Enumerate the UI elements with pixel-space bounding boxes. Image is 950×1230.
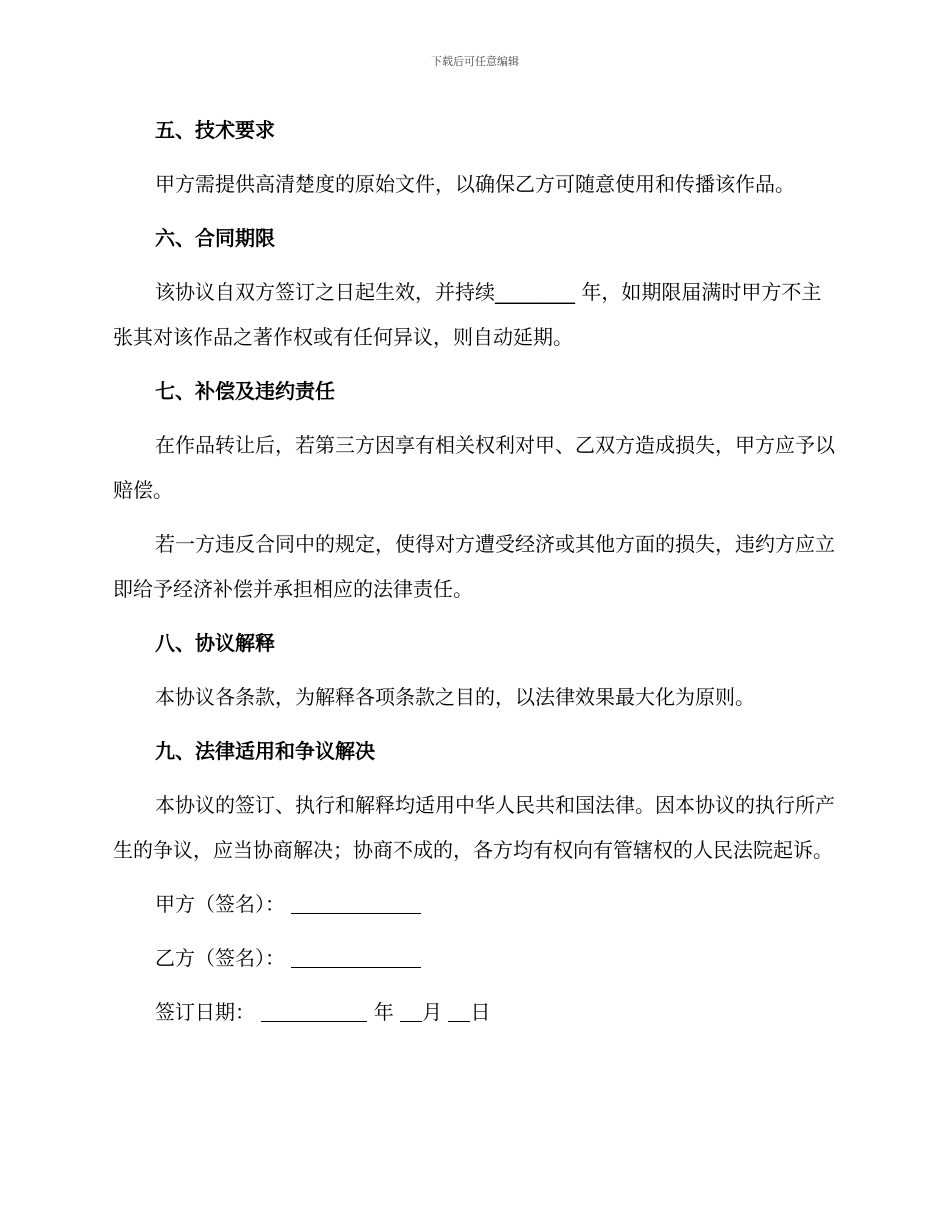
- month-label: 月: [422, 1000, 443, 1024]
- section-heading: 六、合同期限: [155, 226, 275, 250]
- party-b-signature-line: [155, 936, 838, 981]
- paragraph: 在作品转让后，若第三方因享有相关权利对甲、乙双方造成损失，甲方应予以赔偿。: [113, 433, 835, 502]
- section-heading: 七、补偿及违约责任: [155, 379, 335, 403]
- section-heading: 九、法律适用和争议解决: [155, 739, 375, 763]
- section-heading: 五、技术要求: [155, 118, 275, 142]
- party-a-signature-line: [155, 882, 838, 927]
- signing-date-line: [155, 990, 838, 1035]
- paragraph: 若一方违反合同中的规定，使得对方遭受经济或其他方面的损失，违约方应立即给予经济补偿并承担相应的法律责任。: [113, 532, 835, 601]
- paragraph: 该协议自双方签订之日起生效，并持续________ 年，如期限届满时甲方不主张其对该作品之著作权或有任何异议，则自动延期。: [113, 280, 822, 349]
- document-body: [113, 108, 838, 1035]
- page-header: 下载后可任意编辑: [431, 55, 519, 68]
- section-agreement-interpretation: [113, 621, 838, 720]
- section-governing-law: [113, 729, 838, 873]
- paragraph: 甲方需提供高清楚度的原始文件，以确保乙方可随意使用和传播该作品。: [155, 172, 795, 196]
- section-technical-requirements: [113, 108, 838, 207]
- party-b-signature-blank: [291, 947, 421, 968]
- paragraph: 本协议各条款，为解释各项条款之目的，以法律效果最大化为原则。: [155, 685, 755, 709]
- party-a-label: 甲方（签名）：: [155, 892, 285, 916]
- section-contract-term: [113, 216, 838, 360]
- section-heading: 八、协议解释: [155, 631, 275, 655]
- party-b-label: 乙方（签名）：: [155, 946, 285, 970]
- signing-date-label: 签订日期：: [155, 1000, 255, 1024]
- day-blank: [448, 1001, 470, 1022]
- year-label: 年: [373, 1000, 394, 1024]
- party-a-signature-blank: [291, 893, 421, 914]
- paragraph: 本协议的签订、执行和解释均适用中华人民共和国法律。因本协议的执行所产生的争议，应当协商解决；协商不成的，各方均有权向有管辖权的人民法院起诉。: [113, 793, 835, 862]
- section-compensation-liability: [113, 369, 838, 612]
- month-blank: [400, 1001, 422, 1022]
- year-blank: [261, 1001, 367, 1022]
- day-label: 日: [470, 1000, 491, 1024]
